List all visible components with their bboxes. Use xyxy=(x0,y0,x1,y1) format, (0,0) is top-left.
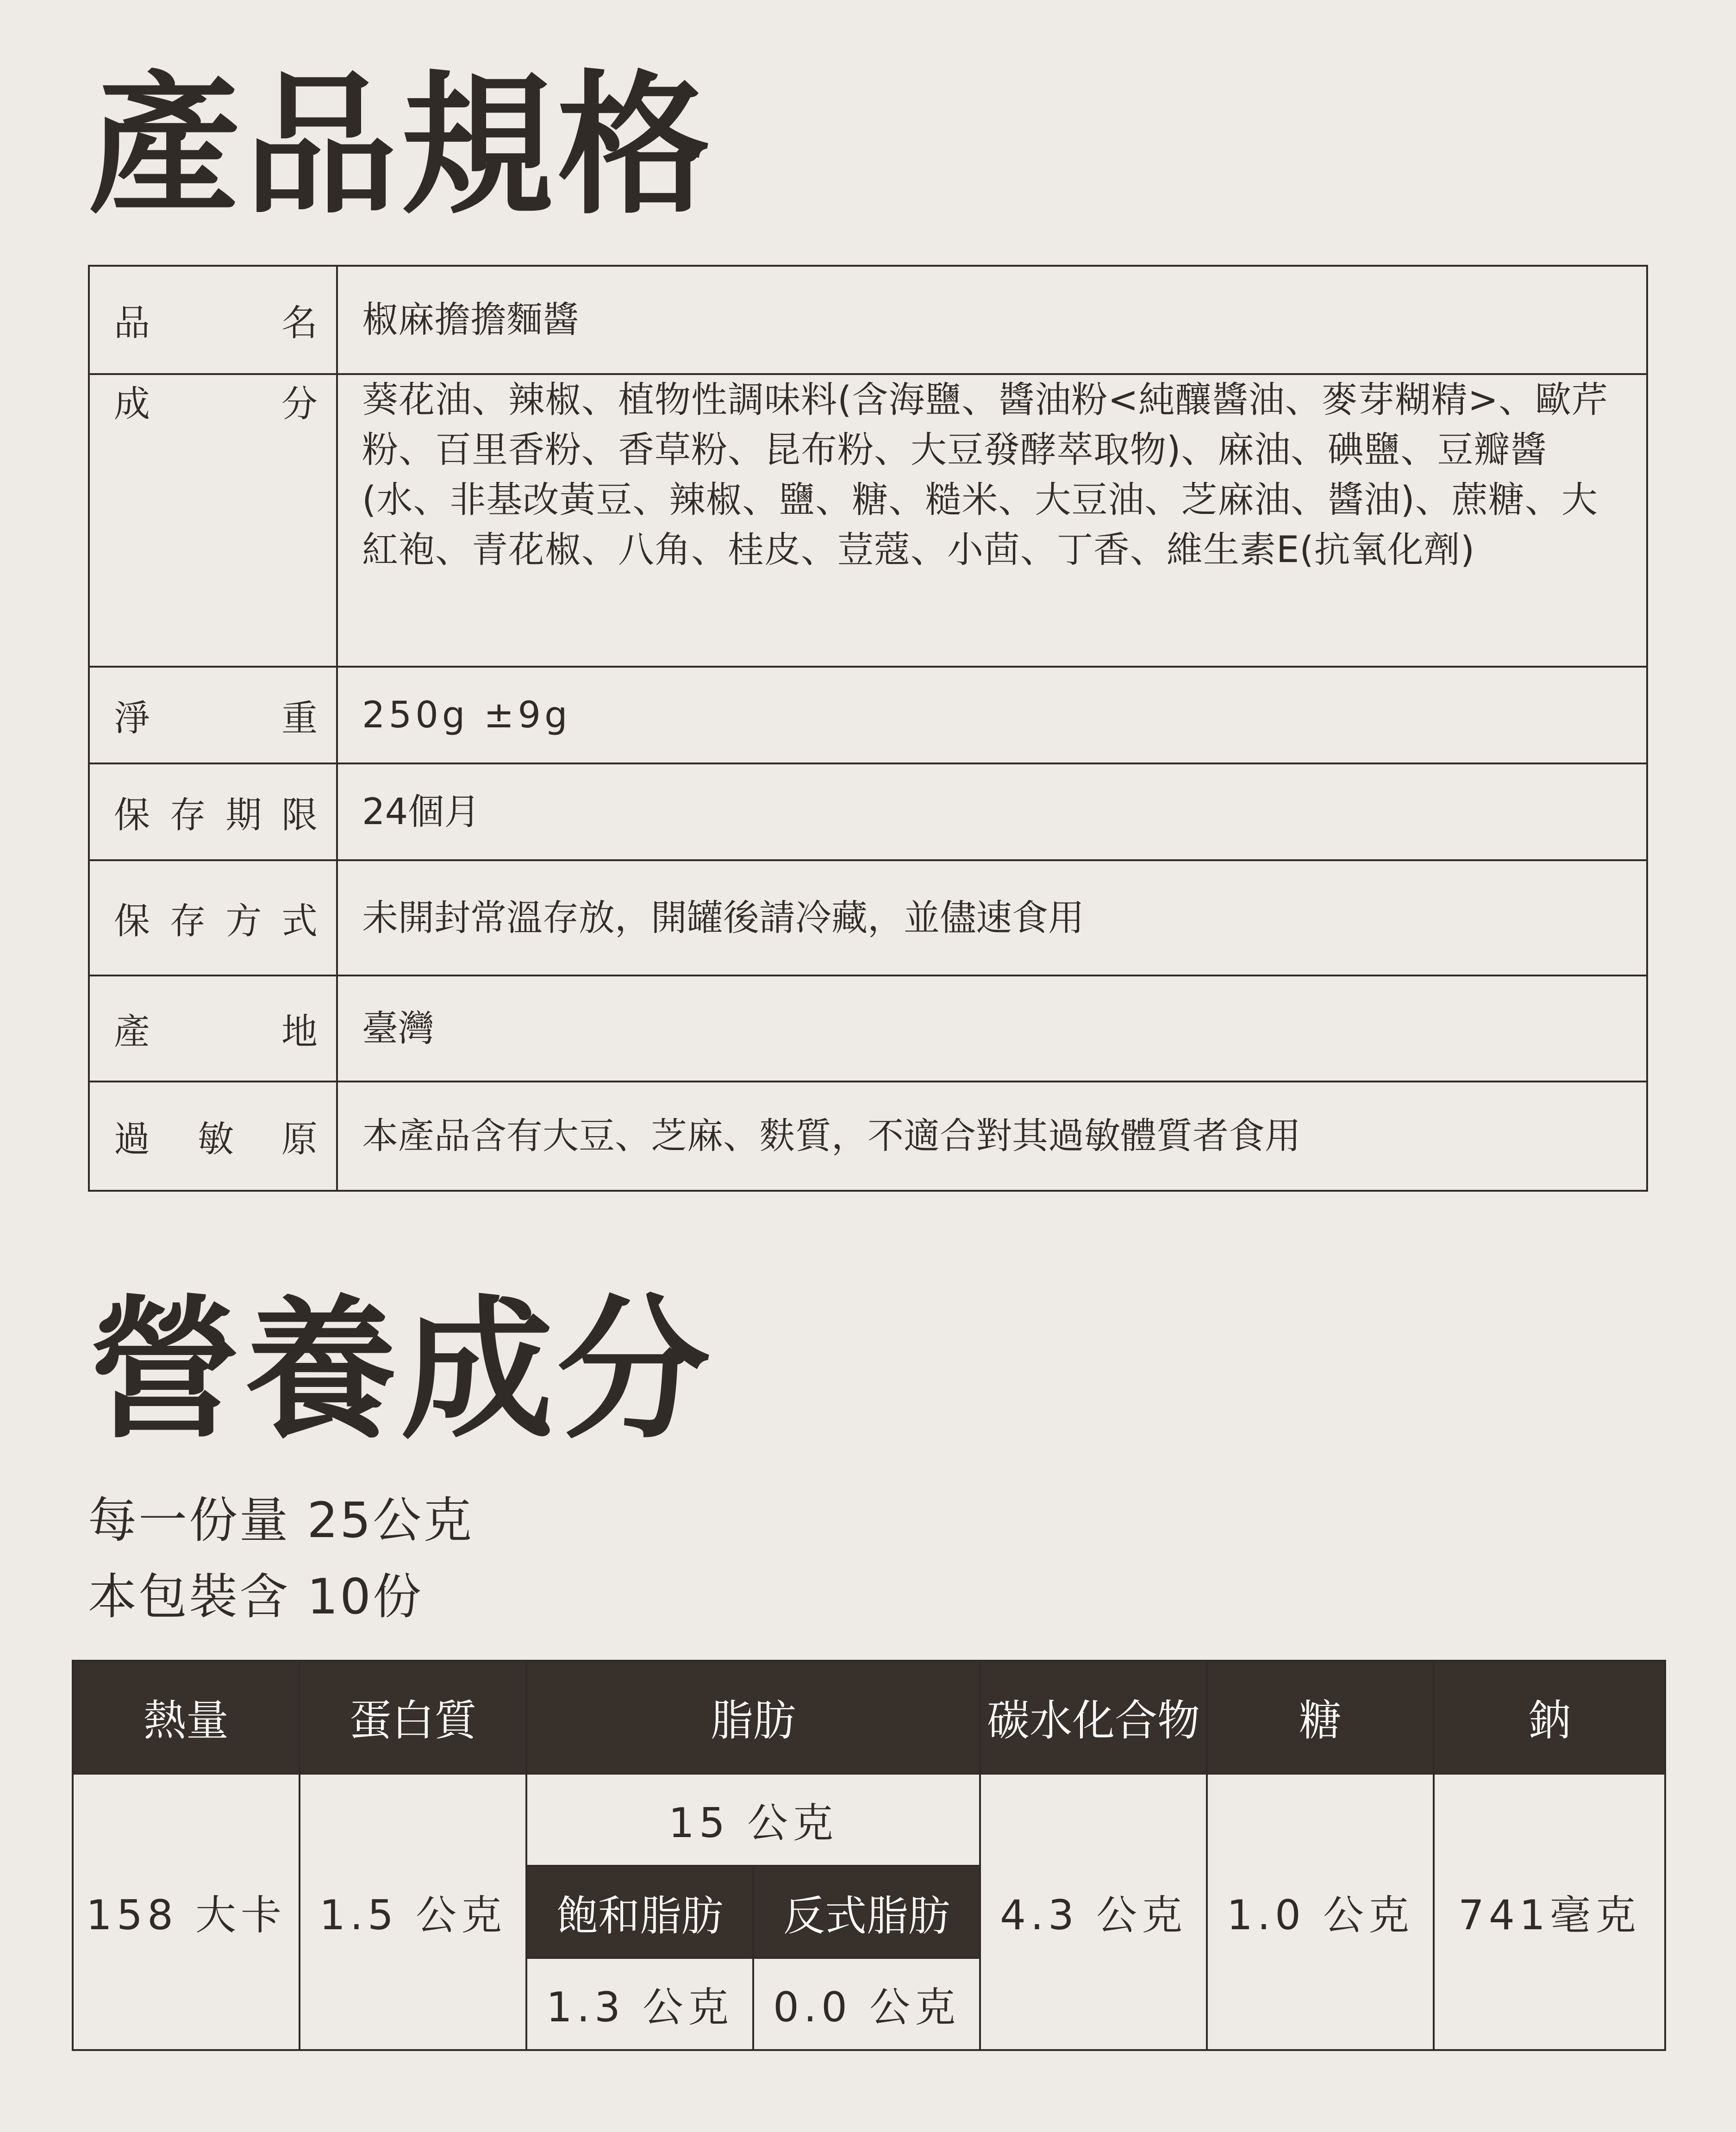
serving-size: 每一份量 25公克 xyxy=(88,1492,474,1549)
spec-label xyxy=(89,1082,337,1191)
spec-value: 24個月 xyxy=(337,763,1647,860)
spec-label-char: 名 xyxy=(281,302,318,344)
spec-label xyxy=(89,667,337,763)
spec-label xyxy=(89,266,337,374)
spec-label-char: 保 xyxy=(114,794,150,836)
spec-label-char: 重 xyxy=(281,697,318,739)
spec-value: 未開封常溫存放，開罐後請冷藏，並儘速食用 xyxy=(337,860,1647,975)
carbohydrate-value: 4.3 公克 xyxy=(980,1774,1207,2050)
sodium-value: 741毫克 xyxy=(1434,1774,1665,2050)
spec-row-allergen xyxy=(89,1082,1647,1191)
spec-label xyxy=(89,975,337,1082)
spec-value: 臺灣 xyxy=(337,975,1647,1082)
servings-per-package: 本包裝含 10份 xyxy=(88,1569,423,1625)
trans-fat-value: 0.0 公克 xyxy=(753,1958,980,2050)
header-calories: 熱量 xyxy=(73,1661,300,1774)
spec-label-char: 原 xyxy=(281,1119,318,1160)
spec-label xyxy=(89,860,337,975)
spec-label-char: 產 xyxy=(114,1011,150,1053)
spec-label-char: 式 xyxy=(281,900,318,942)
header-sodium: 鈉 xyxy=(1434,1661,1665,1774)
spec-row-name xyxy=(89,266,1647,374)
fat-total-value: 15 公克 xyxy=(526,1774,980,1866)
spec-value: 椒麻擔擔麵醬 xyxy=(337,266,1647,374)
spec-label-char: 限 xyxy=(281,794,318,836)
spec-value: 本產品含有大豆、芝麻、麩質，不適合對其過敏體質者食用 xyxy=(337,1082,1647,1191)
header-saturated-fat: 飽和脂肪 xyxy=(526,1866,753,1958)
spec-label-char: 分 xyxy=(281,383,318,425)
spec-label-char: 存 xyxy=(169,794,206,836)
spec-label-char: 期 xyxy=(225,794,262,836)
spec-label-char: 保 xyxy=(114,900,150,942)
spec-value: 250g ±9g xyxy=(337,667,1647,763)
header-sugar: 糖 xyxy=(1207,1661,1434,1774)
spec-label-char: 地 xyxy=(281,1011,318,1053)
spec-label xyxy=(89,763,337,860)
spec-label-char: 存 xyxy=(169,900,206,942)
spec-row-shelf-life xyxy=(89,763,1647,860)
sugar-value: 1.0 公克 xyxy=(1207,1774,1434,2050)
calories-value: 158 大卡 xyxy=(73,1774,300,2050)
spec-label-char: 淨 xyxy=(114,697,150,739)
spec-label xyxy=(89,374,337,667)
spec-row-origin xyxy=(89,975,1647,1082)
spec-value: 葵花油、辣椒、植物性調味料(含海鹽、醬油粉<純釀醬油、麥芽糊精>、歐芹粉、百里香粉、香草粉、昆布粉、大豆發酵萃取物)、麻油、碘鹽、豆瓣醬(水、非基改黃豆、辣椒、鹽、糖、糙米、大豆油、芝麻油、醬油)、蔗糖、大紅袍、青花椒、八角、桂皮、荳蔻、小茴、丁香、維生素E(抗氧化劑) xyxy=(337,374,1647,667)
header-trans-fat: 反式脂肪 xyxy=(753,1866,980,1958)
nutrition-table xyxy=(72,1660,1666,2051)
spec-label-char: 成 xyxy=(114,383,150,425)
header-carbohydrate: 碳水化合物 xyxy=(980,1661,1207,1774)
saturated-fat-value: 1.3 公克 xyxy=(526,1958,753,2050)
header-fat: 脂肪 xyxy=(526,1661,980,1774)
protein-value: 1.5 公克 xyxy=(300,1774,526,2050)
spec-row-ingredients xyxy=(89,374,1647,667)
spec-label-char: 方 xyxy=(225,900,262,942)
spec-label-char: 過 xyxy=(114,1119,150,1160)
spec-title: 產品規格 xyxy=(88,57,714,235)
header-protein: 蛋白質 xyxy=(300,1661,526,1774)
nutrition-title: 營養成分 xyxy=(88,1282,714,1459)
spec-table xyxy=(88,265,1648,1192)
spec-label-char: 敏 xyxy=(197,1119,234,1160)
spec-row-weight xyxy=(89,667,1647,763)
spec-label-char: 品 xyxy=(114,302,150,344)
spec-row-storage xyxy=(89,860,1647,975)
